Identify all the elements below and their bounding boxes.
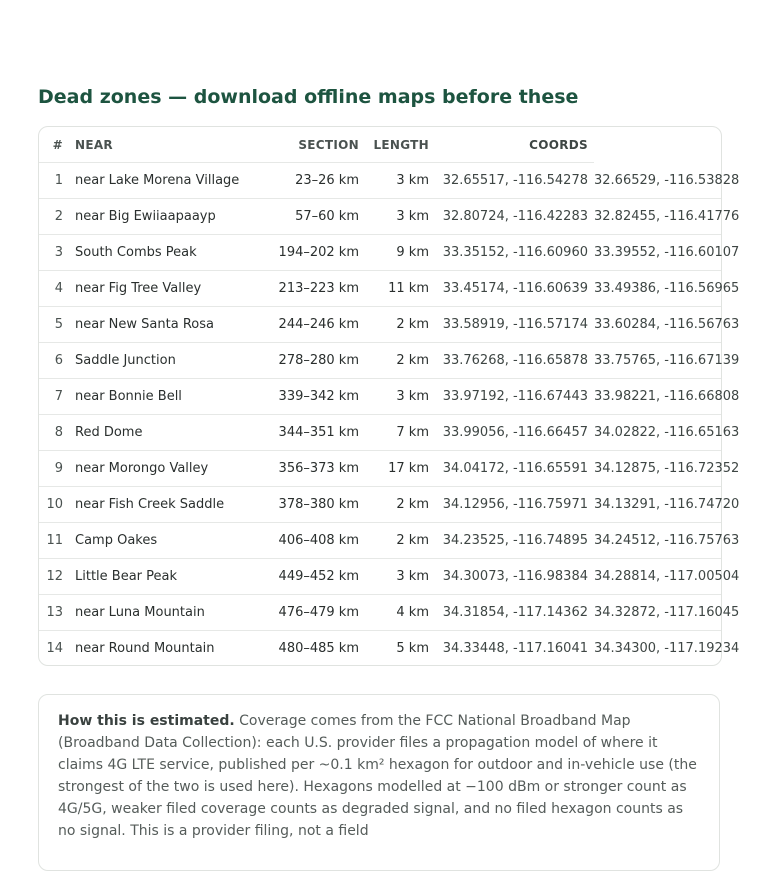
column-header-coords: COORDS — [430, 127, 594, 163]
column-header-length: LENGTH — [359, 127, 430, 163]
table-row — [39, 271, 721, 307]
row-length: 9 km — [359, 235, 430, 271]
row-number: 1 — [39, 163, 69, 199]
row-section: 23–26 km — [263, 163, 359, 199]
row-coords-end: 34.13291, -116.74720 — [594, 487, 721, 523]
dead-zones-table — [39, 127, 740, 666]
row-coords-start: 33.99056, -116.66457 — [430, 415, 594, 451]
row-section: 449–452 km — [263, 559, 359, 595]
table-row — [39, 595, 721, 631]
row-near-place: South Combs Peak — [69, 235, 263, 271]
row-number: 2 — [39, 199, 69, 235]
row-coords-end: 33.60284, -116.56763 — [594, 307, 721, 343]
row-length: 2 km — [359, 343, 430, 379]
column-header-number: # — [39, 127, 69, 163]
row-coords-start: 34.12956, -116.75971 — [430, 487, 594, 523]
row-length: 4 km — [359, 595, 430, 631]
row-near-place: near Fig Tree Valley — [69, 271, 263, 307]
row-coords-start: 32.80724, -116.42283 — [430, 199, 594, 235]
table-row — [39, 163, 721, 199]
row-coords-start: 34.23525, -116.74895 — [430, 523, 594, 559]
row-length: 7 km — [359, 415, 430, 451]
row-number: 8 — [39, 415, 69, 451]
column-header-empty — [594, 127, 721, 163]
row-coords-start: 34.04172, -116.65591 — [430, 451, 594, 487]
table-row — [39, 379, 721, 415]
row-coords-start: 32.65517, -116.54278 — [430, 163, 594, 199]
row-coords-start: 34.33448, -117.16041 — [442, 641, 588, 656]
methodology-note — [38, 694, 720, 871]
row-coords-end: 34.12875, -116.72352 — [594, 451, 721, 487]
row-number: 11 — [39, 523, 69, 559]
row-section: 57–60 km — [263, 199, 359, 235]
table-row — [39, 307, 721, 343]
table-row — [39, 199, 721, 235]
row-coords-end: 34.02822, -116.65163 — [594, 415, 721, 451]
row-length: 2 km — [359, 487, 430, 523]
row-section: 244–246 km — [263, 307, 359, 343]
row-near-place: near Lake Morena Village — [69, 163, 263, 199]
row-number: 5 — [39, 307, 69, 343]
row-number: 4 — [39, 271, 69, 307]
row-number: 13 — [39, 595, 69, 631]
row-near-place: near Luna Mountain — [69, 595, 263, 631]
row-number: 12 — [39, 559, 69, 595]
row-near-place: near Morongo Valley — [69, 451, 263, 487]
table-row — [39, 631, 721, 667]
row-coords-end: 32.66529, -116.53828 — [594, 163, 721, 199]
row-near-place: Saddle Junction — [69, 343, 263, 379]
table-row — [39, 487, 721, 523]
section-title: Dead zones — download offline maps before these — [38, 86, 579, 108]
dead-zones-table-card — [38, 126, 740, 666]
row-number: 14 — [46, 641, 63, 656]
table-body — [39, 163, 740, 667]
row-coords-end: 32.82455, -116.41776 — [594, 199, 721, 235]
row-section: 339–342 km — [263, 379, 359, 415]
row-section: 278–280 km — [263, 343, 359, 379]
row-length: 3 km — [359, 163, 430, 199]
row-section: 406–408 km — [263, 523, 359, 559]
row-coords-start: 33.97192, -116.67443 — [430, 379, 594, 415]
table-row — [39, 559, 721, 595]
row-number: 3 — [39, 235, 69, 271]
row-coords-end: 33.75765, -116.67139 — [594, 343, 721, 379]
row-section: 378–380 km — [263, 487, 359, 523]
row-near-place: near Bonnie Bell — [69, 379, 263, 415]
row-near-place: Camp Oakes — [69, 523, 263, 559]
row-section: 356–373 km — [263, 451, 359, 487]
methodology-lead: How this is estimated. — [58, 713, 235, 729]
row-coords-end: 34.34300, -117.19234 — [594, 641, 740, 656]
row-section: 476–479 km — [263, 595, 359, 631]
row-coords-start: 33.76268, -116.65878 — [430, 343, 594, 379]
row-coords-start: 33.35152, -116.60960 — [430, 235, 594, 271]
table-row — [39, 451, 721, 487]
row-near-place: near New Santa Rosa — [69, 307, 263, 343]
row-coords-start: 33.58919, -116.57174 — [430, 307, 594, 343]
row-length: 5 km — [396, 641, 429, 656]
row-section: 194–202 km — [263, 235, 359, 271]
table-header-row — [39, 127, 721, 163]
row-coords-end: 33.49386, -116.56965 — [594, 271, 721, 307]
row-length: 17 km — [359, 451, 430, 487]
row-number: 10 — [39, 487, 69, 523]
row-near-place: Little Bear Peak — [69, 559, 263, 595]
row-coords-start: 33.45174, -116.60639 — [430, 271, 594, 307]
row-coords-end: 34.28814, -117.00504 — [594, 559, 721, 595]
row-coords-start: 34.30073, -116.98384 — [430, 559, 594, 595]
table-row — [39, 343, 721, 379]
row-coords-end: 33.98221, -116.66808 — [594, 379, 721, 415]
row-length: 3 km — [359, 559, 430, 595]
row-coords-end: 34.32872, -117.16045 — [594, 595, 721, 631]
row-number: 6 — [39, 343, 69, 379]
row-length: 2 km — [359, 307, 430, 343]
row-length: 3 km — [359, 199, 430, 235]
table-row — [39, 415, 721, 451]
table-row — [39, 235, 721, 271]
methodology-body: Coverage comes from the FCC National Broadband Map (Broadband Data Collection): each U.S. provider files a propagation model of where it claims 4G LTE service, published per ~0.1 km² hexagon for outdoor and in-vehicle use (the strongest of the two is used here). Hexagons modelled at −100 dBm or stronger count as 4G/5G, weaker filed coverage counts as degraded signal, and no filed hexagon counts as no signal. This is a provider filing, not a field — [58, 713, 697, 839]
row-coords-end: 34.24512, -116.75763 — [594, 523, 721, 559]
column-header-near: NEAR — [69, 127, 263, 163]
row-length: 11 km — [359, 271, 430, 307]
table-row — [39, 523, 721, 559]
column-header-section: SECTION — [263, 127, 359, 163]
row-number: 9 — [39, 451, 69, 487]
row-section: 480–485 km — [278, 641, 359, 656]
row-section: 344–351 km — [263, 415, 359, 451]
row-section: 213–223 km — [263, 271, 359, 307]
row-coords-start: 34.31854, -117.14362 — [430, 595, 594, 631]
row-length: 3 km — [359, 379, 430, 415]
row-length: 2 km — [359, 523, 430, 559]
row-number: 7 — [39, 379, 69, 415]
row-coords-end: 33.39552, -116.60107 — [594, 235, 721, 271]
row-near-place: near Round Mountain — [75, 641, 215, 656]
row-near-place: near Big Ewiiaapaayp — [69, 199, 263, 235]
row-near-place: Red Dome — [69, 415, 263, 451]
row-near-place: near Fish Creek Saddle — [69, 487, 263, 523]
